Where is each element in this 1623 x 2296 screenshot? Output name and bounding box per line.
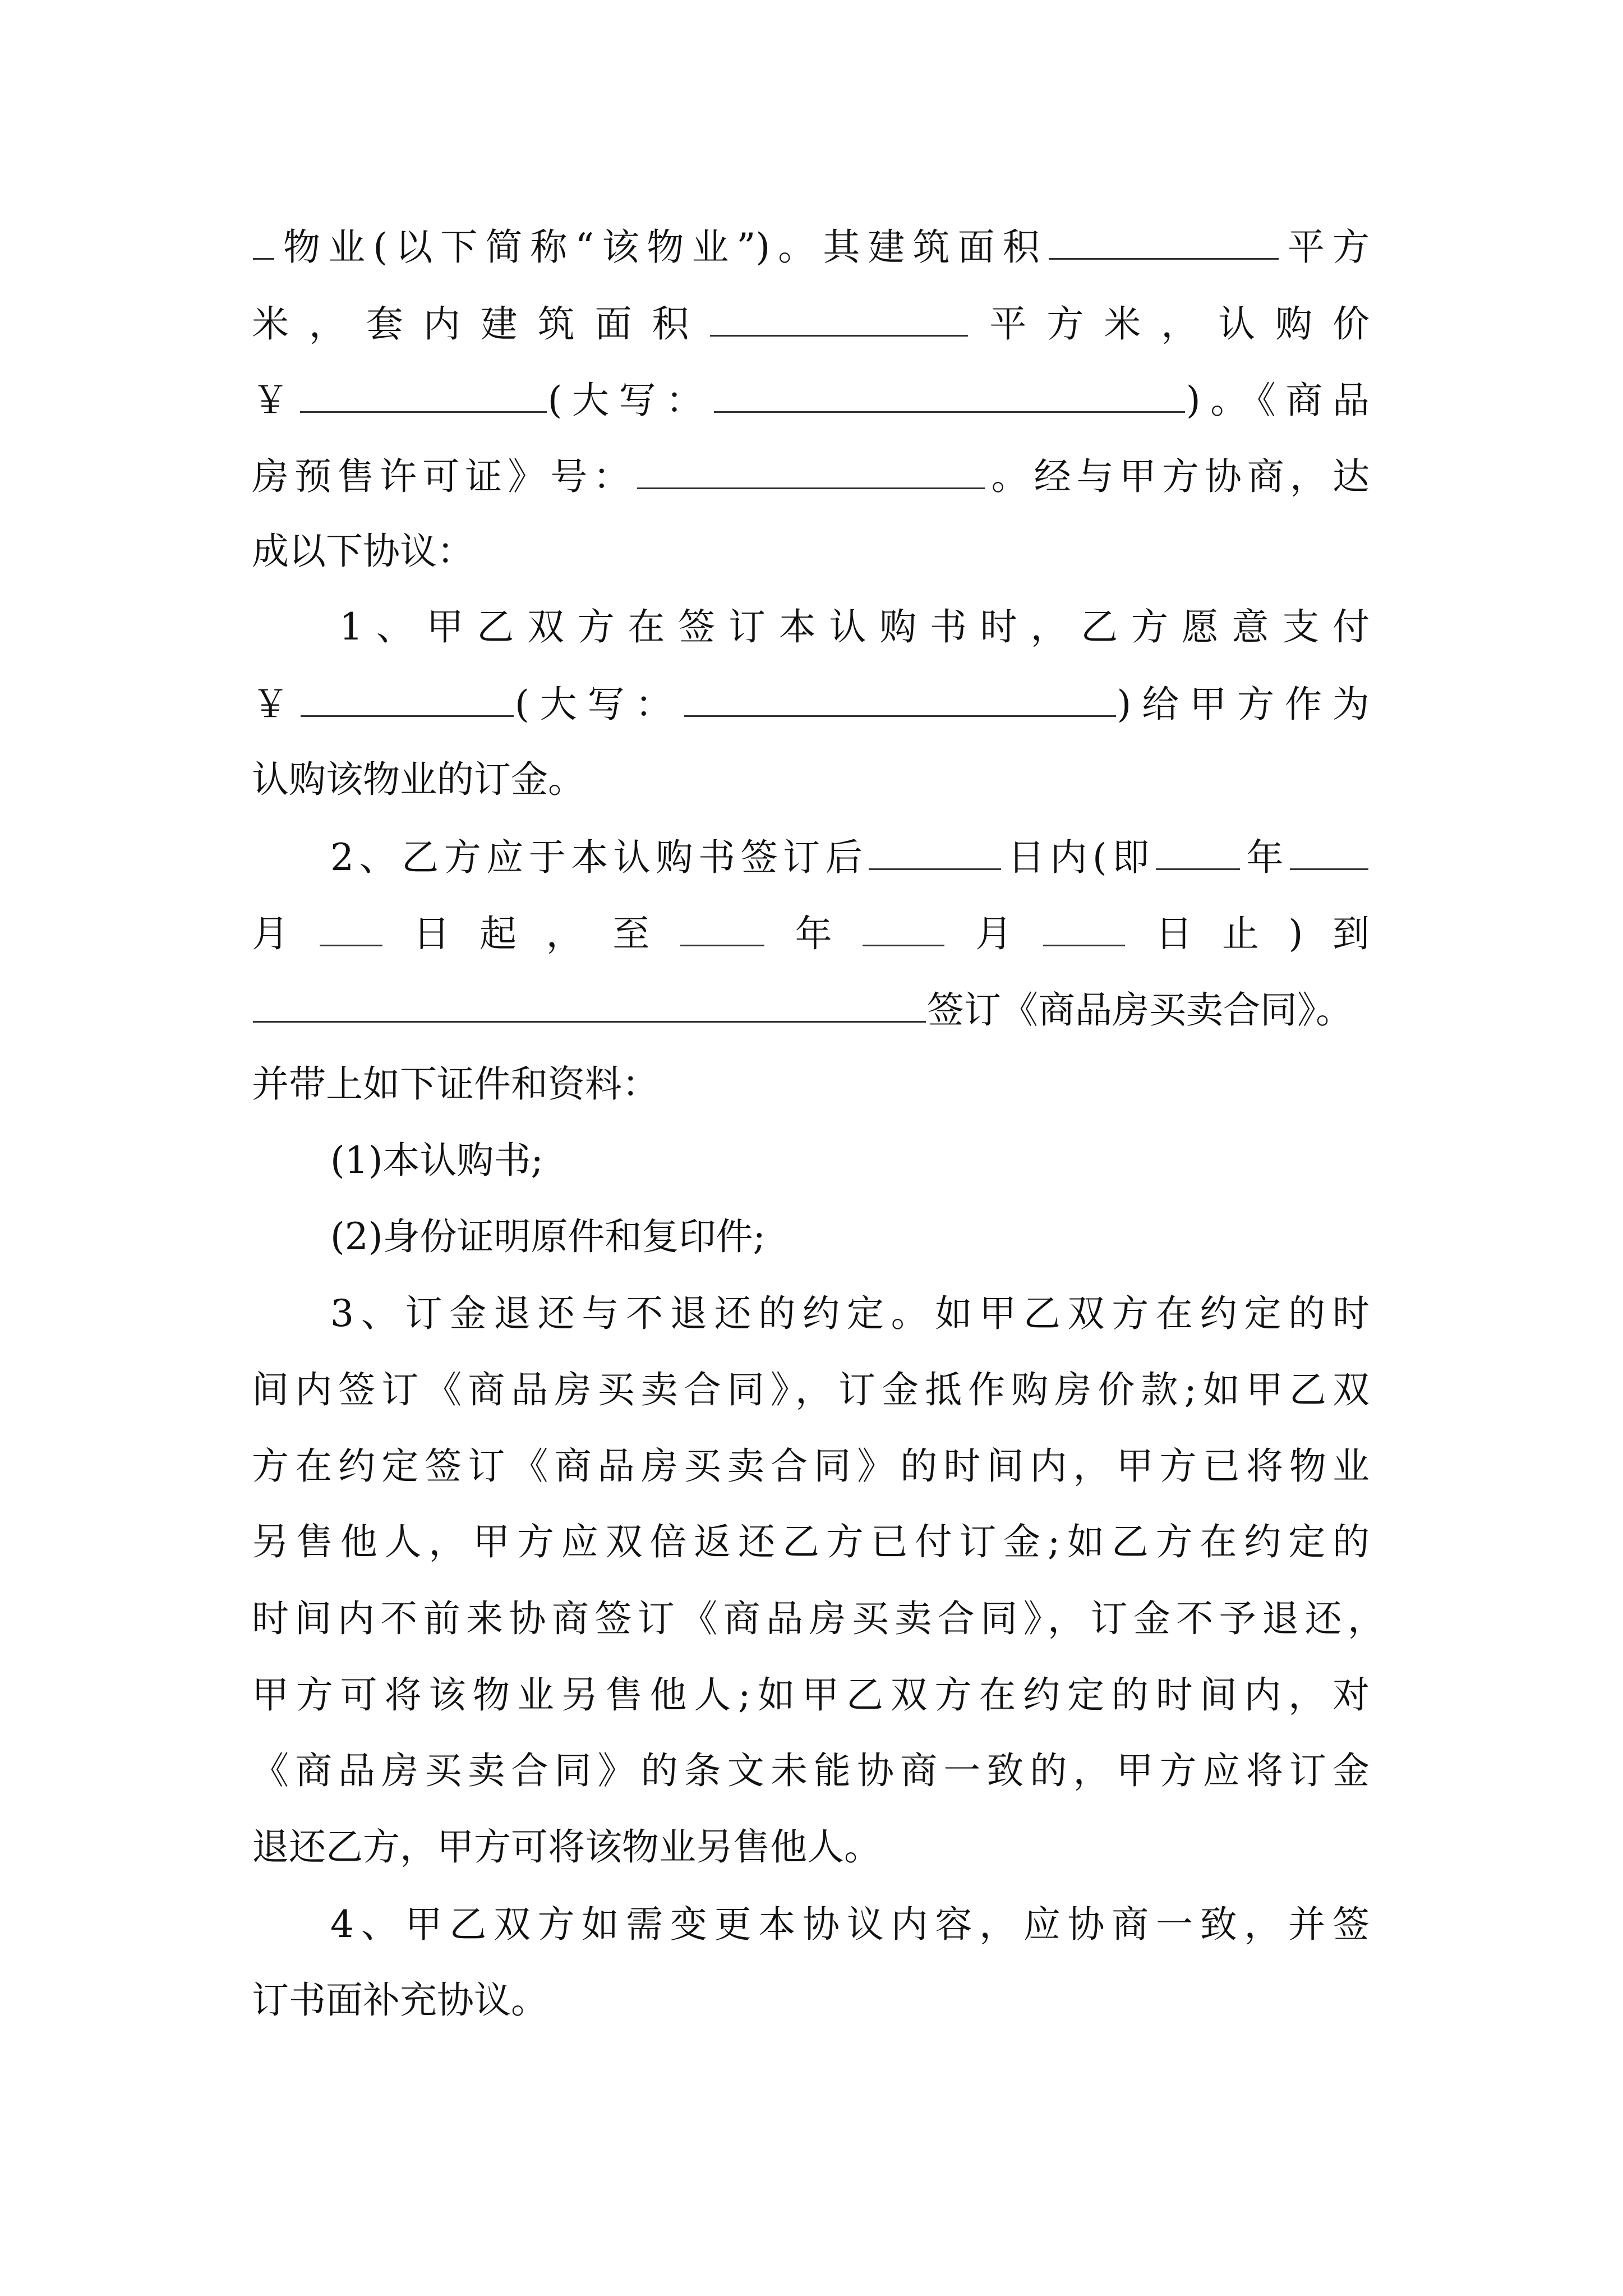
clause4-line-1: 4、甲乙双方如需变更本协议内容，应协商一致，并签 [330, 1903, 1370, 1946]
clause2-line-3: 签订《商品房买卖合同》。 [252, 986, 1353, 1031]
blank-end-day[interactable] [1043, 910, 1125, 946]
blank-price-words[interactable] [714, 376, 1185, 413]
intro-line-3: ￥ (大写： )。《商品 [252, 376, 1370, 421]
blank-end-year[interactable] [680, 910, 764, 946]
intro-line-1: 物业(以下简称“该物业”)。其建筑面积 平方 [252, 223, 1370, 268]
blank-deposit-number[interactable] [301, 680, 514, 717]
blank-deposit-words[interactable] [684, 680, 1116, 717]
blank-property-name[interactable] [253, 223, 274, 260]
blank-signing-location[interactable] [253, 986, 926, 1023]
clause3-line-8: 退还乙方，甲方可将该物业另售他人。 [252, 1825, 881, 1869]
blank-start-year[interactable] [1156, 834, 1240, 870]
clause3-line-2: 间内签订《商品房买卖合同》，订金抵作购房价款;如甲乙双 [252, 1368, 1370, 1411]
clause3-line-5: 时间内不前来协商签订《商品房买卖合同》，订金不予退还， [252, 1597, 1385, 1640]
intro-line-4: 房预售许可证》号： 。经与甲方协商，达 [252, 453, 1370, 498]
blank-presale-license[interactable] [637, 453, 985, 489]
clause1-line-1: 1、甲乙双方在签订本认购书时，乙方愿意支付 [339, 605, 1370, 648]
clause3-line-7: 《商品房买卖合同》的条文未能协商一致的，甲方应将订金 [252, 1749, 1370, 1792]
clause1-line-3: 认购该物业的订金。 [252, 758, 585, 801]
document-item-2: (2)身份证明原件和复印件; [330, 1215, 766, 1258]
intro-line-2: 米，套内建筑面积 平方米，认购价 [252, 300, 1370, 345]
blank-building-area[interactable] [1049, 223, 1279, 260]
clause3-line-4: 另售他人，甲方应双倍返还乙方已付订金;如乙方在约定的 [252, 1520, 1370, 1563]
clause4-line-2: 订书面补充协议。 [252, 1978, 548, 2022]
clause3-line-6: 甲方可将该物业另售他人;如甲乙双方在约定的时间内，对 [252, 1673, 1370, 1717]
intro-line-5: 成以下协议： [252, 530, 474, 573]
clause2-line-4: 并带上如下证件和资料： [252, 1062, 659, 1106]
blank-price-number[interactable] [300, 376, 547, 413]
blank-end-month[interactable] [863, 910, 944, 946]
clause2-line-2: 月 日起，至 年 月 日止)到 [252, 910, 1370, 955]
clause3-line-1: 3、订金退还与不退还的约定。如甲乙双方在约定的时 [330, 1292, 1370, 1335]
clause3-line-3: 方在约定签订《商品房买卖合同》的时间内，甲方已将物业 [252, 1444, 1370, 1488]
blank-days[interactable] [869, 834, 1001, 870]
blank-start-day[interactable] [320, 910, 382, 946]
blank-inner-area[interactable] [710, 300, 968, 337]
blank-start-month-pre[interactable] [1290, 834, 1368, 870]
clause2-line-1: 2、乙方应于本认购书签订后 日内(即 年 [330, 834, 1370, 878]
clause1-line-2: ￥ (大写： )给甲方作为 [252, 680, 1370, 725]
document-item-1: (1)本认购书; [330, 1139, 543, 1182]
